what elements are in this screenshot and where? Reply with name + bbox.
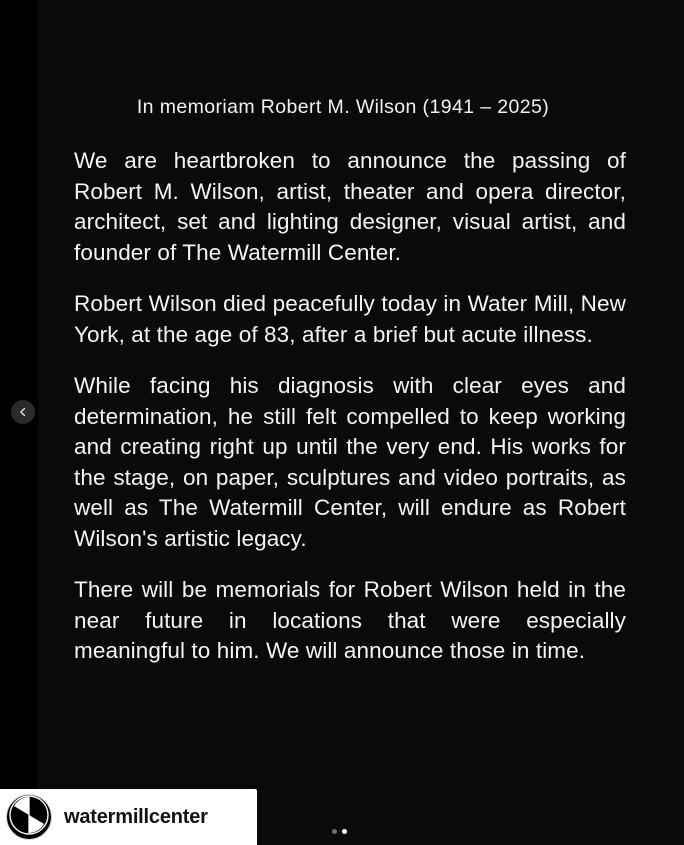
post-paragraph: There will be memorials for Robert Wilson held in the near future in locations that were especially meaningful to him. We will announce those in time. [74, 577, 626, 663]
story-post-card[interactable] [38, 0, 684, 845]
post-content [38, 0, 684, 845]
watermill-logo-icon [8, 794, 50, 840]
post-body [74, 146, 626, 667]
previous-slide-button[interactable] [11, 400, 35, 424]
memoriam-title: In memoriam Robert M. Wilson (1941 – 2025) [136, 96, 550, 118]
post-paragraph: Robert Wilson died peacefully today in Water Mill, New York, at the age of 83, after a brief but acute illness. [74, 291, 626, 347]
avatar[interactable] [6, 794, 52, 840]
account-username[interactable]: watermillcenter [64, 805, 208, 828]
carousel-dot-active[interactable] [342, 829, 347, 834]
account-bar[interactable] [0, 789, 257, 845]
carousel-dot[interactable] [332, 829, 337, 834]
chevron-left-icon [18, 407, 28, 417]
post-paragraph: While facing his diagnosis with clear eyes and determination, he still felt compelled to keep working and creating right up until the very end. His works for the stage, on paper, sculptures and video portraits, as well as The Watermill Center, will endure as Robert Wilson's artistic legacy. [74, 373, 626, 551]
carousel-dots [332, 829, 347, 834]
post-paragraph: We are heartbroken to announce the passing of Robert M. Wilson, artist, theater and opera director, architect, set and lighting designer, visual artist, and founder of The Watermill Center. [74, 148, 626, 265]
